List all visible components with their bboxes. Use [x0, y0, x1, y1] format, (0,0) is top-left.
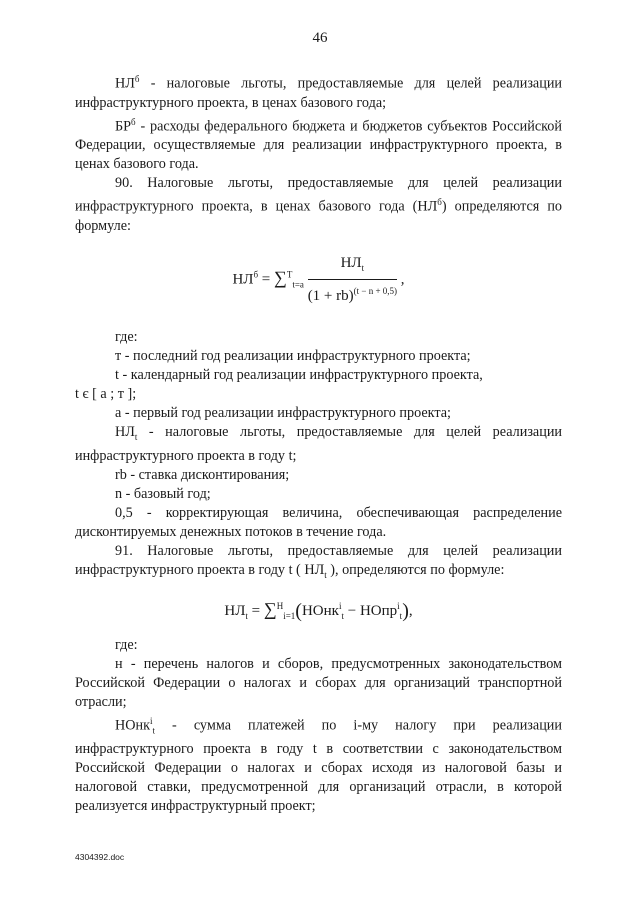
def-nl-t: $НЛ_t$ - налоговые льготы, предоставляемые для целей реализации инфраструктурного проекта в году t;: [75, 424, 562, 465]
def-calendar-year: t - календарный год реализации инфраструктурного проекта,: [115, 367, 483, 384]
def-discount-rate: rb - ставка дисконтирования;: [115, 467, 290, 484]
formula-nl-t: $НЛ_t$ = ∑$^H_{i=1}$(НОнк$^i_t$ − НОпр$^i_t$),: [224, 598, 413, 622]
def-calendar-year-range: t є [ a ; т ];: [75, 386, 137, 403]
def-tax-list: н - перечень налогов и сборов, предусмотренных законодательством Российской Федерации о налогах и сборах для организаций транспортной отрасли;: [75, 655, 562, 710]
formula-fraction: $\frac{НЛ_t}{(1 + rb)^{(t - n + 0,5)}}$: [307, 255, 398, 305]
definition-br-base: $БР^б$ - расходы федерального бюджета и бюджетов субъектов Российской Федерации, осуществляемые для реализации инфраструктурного проекта, в ценах базового года.: [75, 116, 562, 173]
formula-nl-base: $НЛ^б = \sum^T_{t=a}$ $\frac{НЛ_t}{(1 + rb)^{(t - n + 0,5)}}$ ,: [232, 255, 405, 305]
where-label-2: где:: [115, 636, 138, 653]
document-body: [75, 70, 562, 816]
def-correction: 0,5 - корректирующая величина, обеспечивающая распределение дисконтируемых денежных потоков в течение года.: [75, 505, 562, 541]
def-tax-payments: НОнк$^i_t$ - сумма платежей по i-му налогу при реализации инфраструктурного проекта в году t в соответствии с законодательством Российской Федерации о налогах и сборах исходя из налоговой базы и налоговой ставки, предусмотренной для организаций отрасли, в которой реализуется инфраструктурный проект;: [75, 715, 562, 815]
clause-90: 90. Налоговые льготы, предоставляемые для целей реализации инфраструктурного проекта, в ценах базового года $(НЛ^б)$ определяются по формуле:: [75, 175, 563, 235]
def-last-year: т - последний год реализации инфраструктурного проекта;: [115, 348, 471, 365]
def-first-year: a - первый год реализации инфраструктурного проекта;: [115, 405, 451, 422]
where-label-1: где:: [115, 329, 138, 346]
page-number: 46: [312, 30, 328, 46]
def-base-year: n - базовый год;: [115, 486, 211, 503]
clause-91: 91. Налоговые льготы, предоставляемые для целей реализации инфраструктурного проекта в году t ( $НЛ_t$ ), определяются по формуле:: [75, 543, 562, 580]
definition-nl-base: $НЛ^б$ - налоговые льготы, предоставляемые для целей реализации инфраструктурного проекта, в ценах базового года;: [75, 74, 562, 111]
file-footer: 4304392.doc: [75, 852, 125, 862]
